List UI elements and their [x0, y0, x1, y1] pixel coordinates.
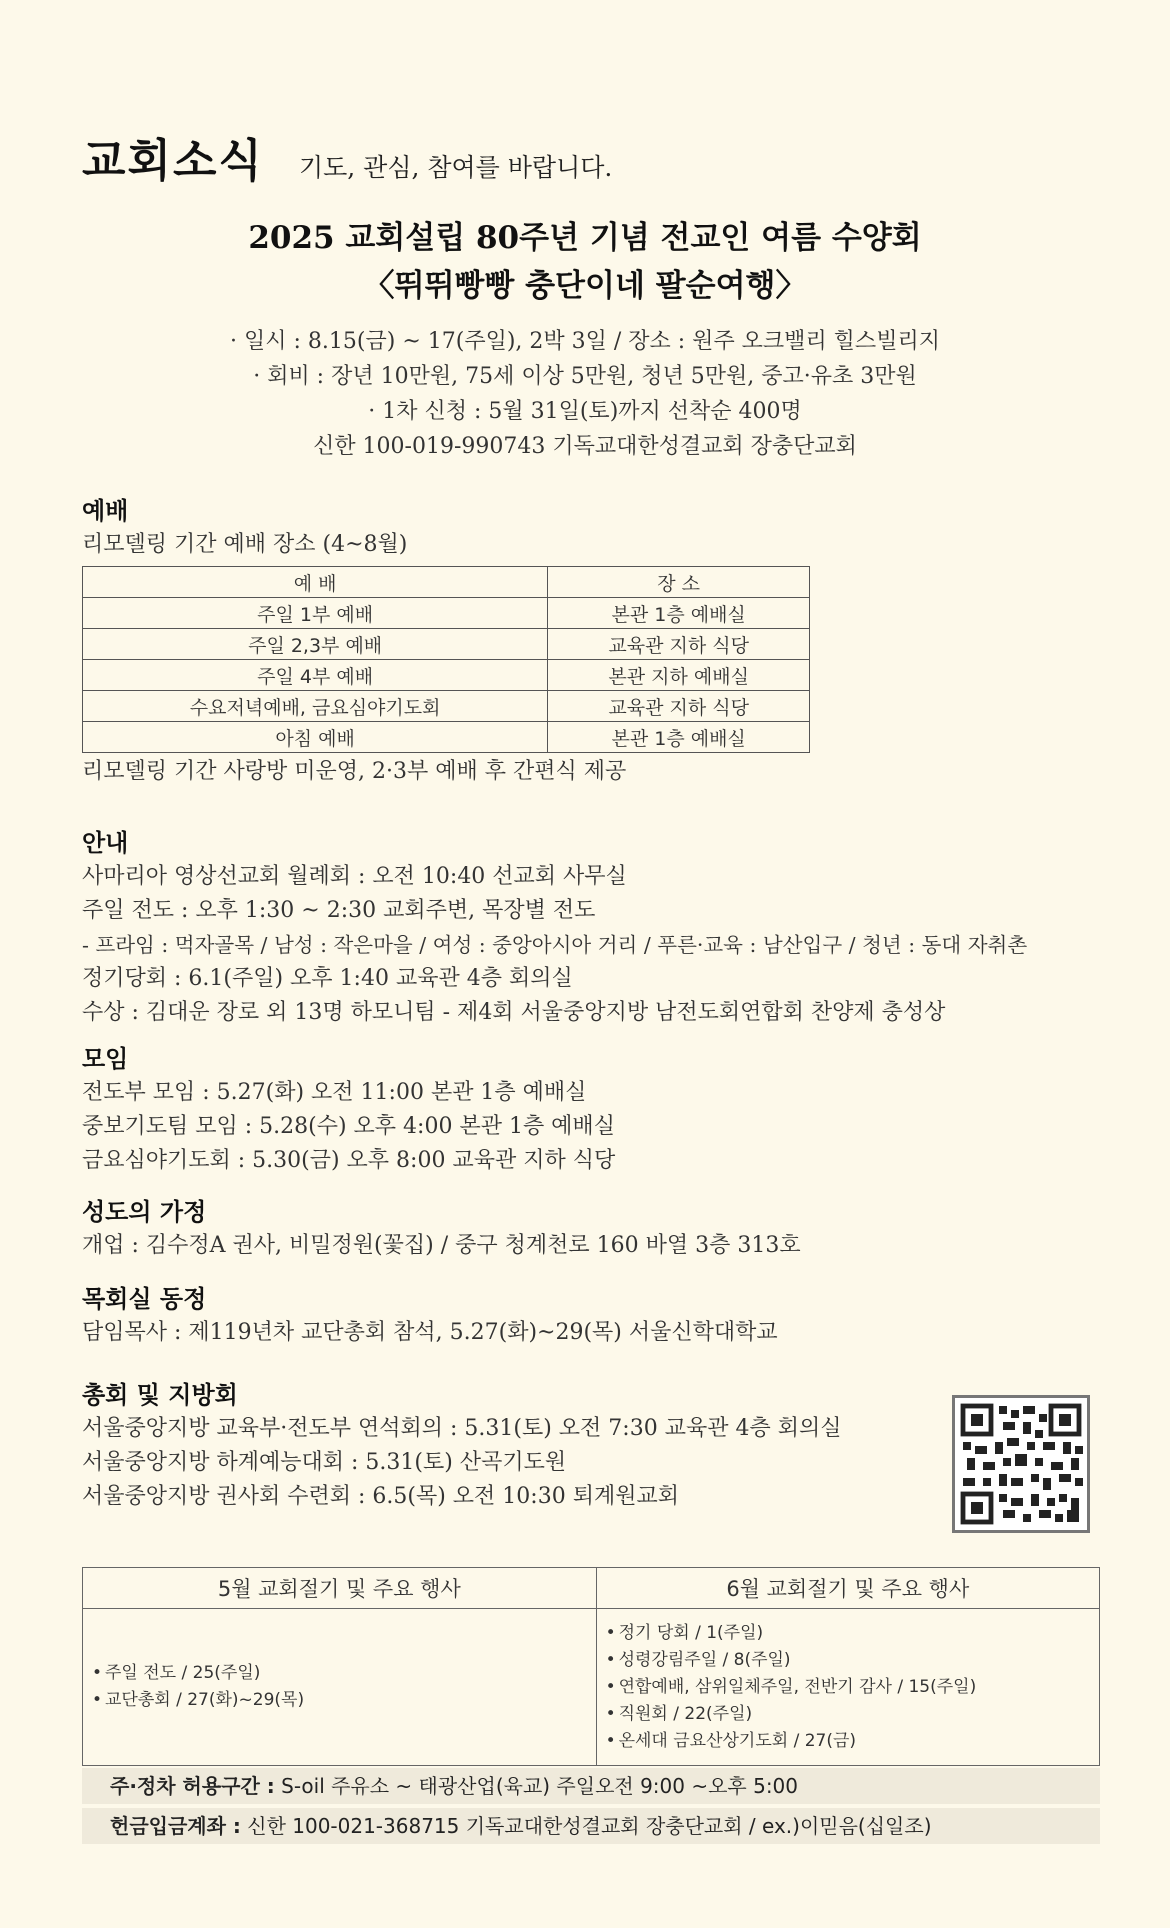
worship-note: 리모델링 기간 사랑방 미운영, 2·3부 예배 후 간편식 제공	[82, 759, 627, 784]
section-heading: 총회 및 지방회	[82, 1381, 238, 1409]
parking-label: 주·정차 허용구간 :	[110, 1774, 275, 1798]
pastor-line: 담임목사 : 제119년차 교단총회 참석, 5.27(화)~29(목) 서울신학대학교	[82, 1320, 778, 1345]
event-subtitle: 〈뛰뛰빵빵 충단이네 팔순여행〉	[363, 268, 807, 304]
meeting-section	[82, 1042, 1092, 1178]
family-line: 개업 : 김수정A 권사, 비밀정원(꽃집) / 중구 청계천로 160 바열 3층 313호	[82, 1233, 801, 1258]
table-cell: 본관 1층 예배실	[548, 598, 810, 629]
event-line: · 1차 신청 : 5월 31일(토)까지 선착순 400명	[368, 399, 802, 424]
qr-code-icon	[955, 1398, 1087, 1530]
monthly-events-table	[82, 1567, 1100, 1766]
table-cell: 주일 4부 예배	[83, 660, 548, 691]
assembly-line: 서울중앙지방 하계예능대회 : 5.31(토) 산곡기도원	[82, 1450, 567, 1475]
meeting-line: 중보기도팀 모임 : 5.28(수) 오후 4:00 본관 1층 예배실	[82, 1114, 615, 1139]
table-cell: 주일 2,3부 예배	[83, 629, 548, 660]
guide-line: 주일 전도 : 오후 1:30 ~ 2:30 교회주변, 목장별 전도	[82, 898, 596, 923]
page-title: 교회소식	[82, 134, 264, 187]
event-line: 신한 100-019-990743 기독교대한성결교회 장충단교회	[313, 434, 857, 459]
table-header: 5월 교회절기 및 주요 행사	[83, 1568, 597, 1609]
meeting-line: 금요심야기도회 : 5.30(금) 오후 8:00 교육관 지하 식당	[82, 1148, 616, 1173]
assembly-line: 서울중앙지방 교육부·전도부 연석회의 : 5.31(토) 오전 7:30 교육관 4층 회의실	[82, 1416, 842, 1441]
list-item: • 연합예배, 삼위일체주일, 전반기 감사 / 15(주일)	[619, 1674, 1091, 1701]
table-cell: 주일 1부 예배	[83, 598, 548, 629]
section-heading: 안내	[82, 829, 129, 857]
event-line: · 일시 : 8.15(금) ~ 17(주일), 2박 3일 / 장소 : 원주 오크밸리 힐스빌리지	[230, 329, 940, 354]
section-heading: 목회실 동정	[82, 1285, 207, 1313]
meeting-line: 전도부 모임 : 5.27(화) 오전 11:00 본관 1층 예배실	[82, 1080, 587, 1105]
section-heading: 모임	[82, 1045, 129, 1073]
table-cell: 교육관 지하 식당	[548, 629, 810, 660]
table-header-row	[83, 567, 810, 598]
guide-line: 정기당회 : 6.1(주일) 오후 1:40 교육관 4층 회의실	[82, 966, 573, 991]
table-header: 장 소	[548, 567, 810, 598]
page-subtitle: 기도, 관심, 참여를 바랍니다.	[298, 153, 613, 182]
worship-table	[82, 566, 810, 753]
family-section	[82, 1195, 1092, 1263]
footer-info	[82, 1768, 1100, 1848]
event-title: 2025 교회설립 80주년 기념 전교인 여름 수양회	[248, 220, 922, 256]
table-cell: 본관 1층 예배실	[548, 722, 810, 753]
section-heading: 예배	[82, 497, 129, 525]
list-item: • 주일 전도 / 25(주일)	[105, 1660, 588, 1687]
pastor-section	[82, 1282, 1092, 1350]
section-heading: 성도의 가정	[82, 1198, 207, 1226]
event-line: · 회비 : 장년 10만원, 75세 이상 5만원, 청년 5만원, 중고·유초 3만원	[253, 364, 917, 389]
worship-intro: 리모델링 기간 예배 장소 (4~8월)	[82, 532, 408, 557]
may-events-cell	[83, 1609, 597, 1766]
offering-label: 헌금입금계좌 :	[110, 1814, 241, 1838]
table-cell: 교육관 지하 식당	[548, 691, 810, 722]
list-item: • 온세대 금요산상기도회 / 27(금)	[619, 1728, 1091, 1755]
event-announcement	[0, 214, 1170, 464]
table-row	[83, 722, 810, 753]
table-header-row	[83, 1568, 1100, 1609]
table-row	[83, 691, 810, 722]
table-header: 예 배	[83, 567, 548, 598]
worship-section	[82, 494, 1092, 789]
table-cell: 수요저녁예배, 금요심야기도회	[83, 691, 548, 722]
assembly-section	[82, 1378, 1092, 1514]
table-row	[83, 660, 810, 691]
table-row	[83, 629, 810, 660]
june-events-list	[605, 1620, 1091, 1755]
may-events-list	[91, 1660, 588, 1714]
qr-code[interactable]	[952, 1395, 1090, 1533]
parking-value: S-oil 주유소 ~ 태광산업(육교) 주일오전 9:00 ~오후 5:00	[274, 1774, 799, 1798]
guide-line: 사마리아 영상선교회 월례회 : 오전 10:40 선교회 사무실	[82, 864, 627, 889]
list-item: • 교단총회 / 27(화)~29(목)	[105, 1687, 588, 1714]
list-item: • 직원회 / 22(주일)	[619, 1701, 1091, 1728]
table-header: 6월 교회절기 및 주요 행사	[596, 1568, 1099, 1609]
offering-account-info	[82, 1808, 1100, 1844]
guide-section	[82, 826, 1092, 1030]
table-cell: 아침 예배	[83, 722, 548, 753]
page-header	[82, 124, 612, 189]
june-events-cell	[596, 1609, 1099, 1766]
offering-value: 신한 100-021-368715 기독교대한성결교회 장충단교회 / ex.)이믿음(십일조)	[240, 1814, 932, 1838]
list-item: • 성령강림주일 / 8(주일)	[619, 1647, 1091, 1674]
guide-line: - 프라임 : 먹자골목 / 남성 : 작은마을 / 여성 : 중앙아시아 거리 / 푸른·교육 : 남산입구 / 청년 : 동대 자취촌	[82, 933, 1028, 957]
parking-info	[82, 1768, 1100, 1804]
table-row	[83, 1609, 1100, 1766]
guide-line: 수상 : 김대운 장로 외 13명 하모니팀 - 제4회 서울중앙지방 남전도회연합회 찬양제 충성상	[82, 1000, 946, 1025]
list-item: • 정기 당회 / 1(주일)	[619, 1620, 1091, 1647]
assembly-line: 서울중앙지방 권사회 수련회 : 6.5(목) 오전 10:30 퇴계원교회	[82, 1484, 679, 1509]
table-row	[83, 598, 810, 629]
table-cell: 본관 지하 예배실	[548, 660, 810, 691]
